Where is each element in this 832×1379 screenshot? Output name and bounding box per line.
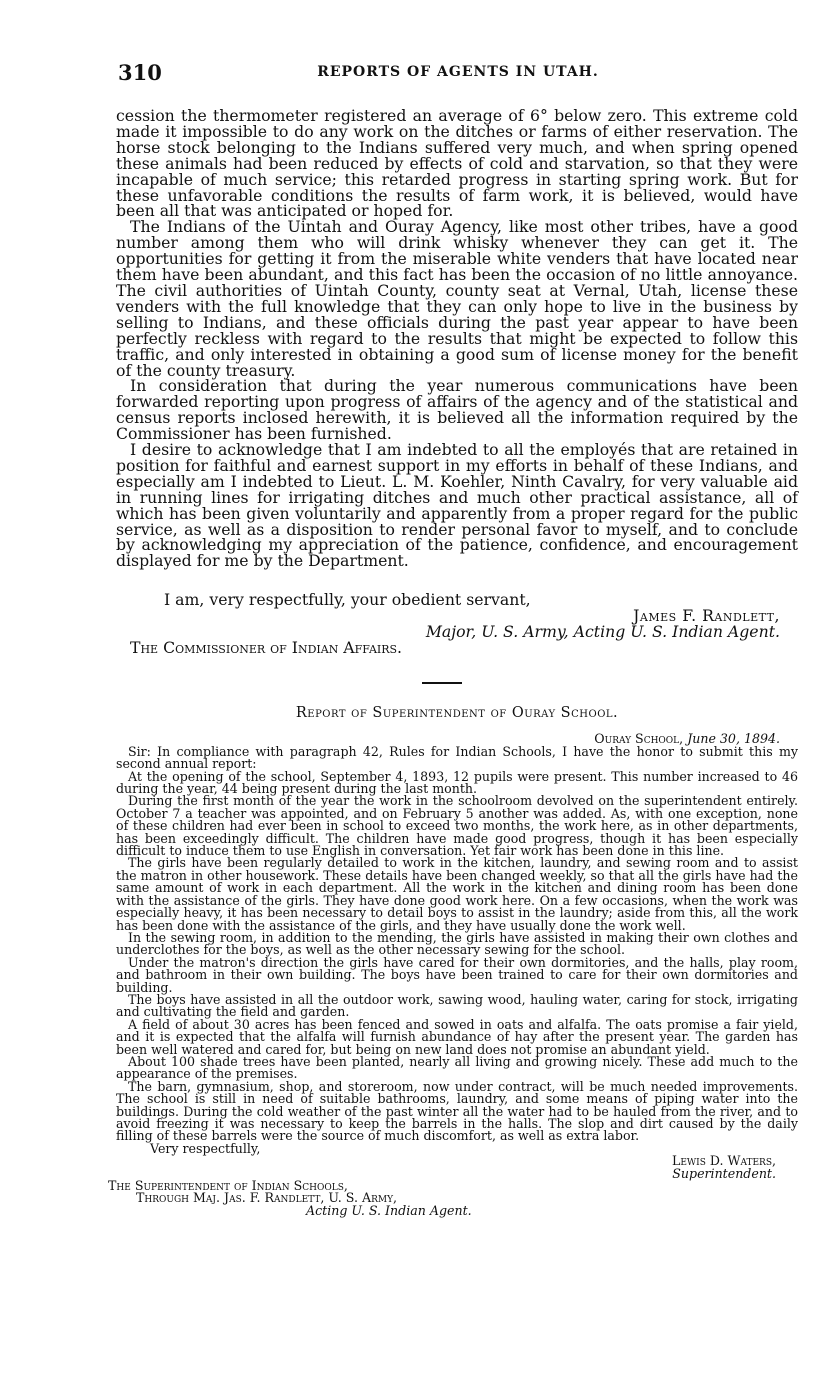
report-paragraph: During the first month of the year the work in the schoolroom devolved on the superintendent entirely. October 7 a teacher was appointed, and on February 5 another was added. As, with one exception, none of these children had ever been in school to exceed two months, the work here, as in other departments, has been exceedingly difficult. The children have made good progress, though it has been especially difficult to induce them to use English in conversation. Yet fair work has been done in this line. xyxy=(116,793,798,859)
body-paragraph: I desire to acknowledge that I am indebted to all the employés that are retained in position for faithful and earnest support in my efforts in behalf of these Indians, and especially am I indebted to Lieut. L. M. Koehler, Ninth Cavalry, for very valuable aid in running lines for irrigating ditches and much other practical assistance, all of which has been given voluntarily and apparently from a proper regard for the public service, as well as a disposition to render personal favor to myself, and to conclude by acknowledging my appreciation of the patience, confidence, and encouragement displayed for me by the Department. xyxy=(116,440,798,571)
body-paragraph: cession the thermometer registered an average of 6° below zero. This extreme cold made it impossible to do any work on the ditches or farms of either reservation. The horse stock belonging to the Indians suffered very much, and when spring opened these animals had been reduced by effects of cold and starvation, so that they were incapable of much service; this retarded progress in starting spring work. But for these unfavorable conditions the results of farm work, it is believed, would have been all that was anticipated or hoped for. xyxy=(116,106,798,221)
addressee-line-1: The Superintendent of Indian Schools, xyxy=(108,1177,348,1193)
report-paragraph: At the opening of the school, September 4, 1893, 12 pupils were present. This number increased to 46 during the year, 44 being present during the last month. xyxy=(116,768,798,797)
report-paragraph: The boys have assisted in all the outdoor work, sawing wood, hauling water, caring for stock, irrigating and cultivating the field and garden. xyxy=(116,991,798,1020)
section-divider xyxy=(422,682,462,684)
signer-name: Lewis D. Waters, xyxy=(671,1153,776,1169)
addressee: The Commissioner of Indian Affairs. xyxy=(130,638,403,657)
running-head: REPORTS OF AGENTS IN UTAH. xyxy=(317,64,599,80)
page-header xyxy=(118,60,798,84)
signer-title: Superintendent. xyxy=(672,1165,776,1181)
dateline-date: June 30, 1894. xyxy=(687,731,780,747)
school-report xyxy=(108,705,798,1218)
report-paragraph: Sir: In compliance with paragraph 42, Rules for Indian Schools, I have the honor to submit this my second annual report: xyxy=(116,743,798,772)
agent-report-body xyxy=(116,108,798,569)
report-paragraph: About 100 shade trees have been planted, nearly all living and growing nicely. These add much to the appearance of the premises. xyxy=(116,1053,798,1082)
report-title: Report of Superintendent of Ouray School. xyxy=(295,705,619,721)
signature-title: Major, U. S. Army, Acting U. S. Indian Agent. xyxy=(425,622,780,641)
report-paragraph: Under the matron's direction the girls have cared for their own dormitories, and the halls, play room, and bathroom in their own building. The boys have been trained to care for their own dormitories and building. xyxy=(116,954,798,995)
report-paragraph: A field of about 30 acres has been fenced and sowed in oats and alfalfa. The oats promise a fair yield, and it is expected that the alfalfa will furnish abundance of hay after the present year. The garden has been well watered and cared for, but being on new land does not promise an abundant yield. xyxy=(116,1016,798,1057)
signature-name: James F. Randlett, xyxy=(633,606,780,625)
page-number: 310 xyxy=(118,60,162,85)
salutation: I am, very respectfully, your obedient servant, xyxy=(164,590,531,609)
report-paragraph: The barn, gymnasium, shop, and storeroom, now under contract, will be much needed improvements. The school is still in need of suitable bathrooms, laundry, and some means of piping water into the buildings. During the cold weather of the past winter all the water had to be hauled from the river, and to avoid freezing it was necessary to keep the barrels in the halls. The slop and dirt caused by the daily filling of these barrels were the source of much discomfort, as well as extra labor. xyxy=(116,1078,798,1144)
dateline-place: Ouray School, xyxy=(594,731,684,747)
report-paragraph: The girls have been regularly detailed to work in the kitchen, laundry, and sewing room and to assist the matron in other housework. These details have been changed weekly, so that all the girls have had the same amount of work in each department. All the work in the kitchen and dining room has been done with the assistance of the girls. They have done good work here. On a few occasions, when the work was especially heavy, it has been necessary to detail boys to assist in the laundry; aside from this, all the work has been done with the assistance of the girls, and they have usually done the work well. xyxy=(116,855,798,933)
addressee-line-3: Acting U. S. Indian Agent. xyxy=(306,1202,472,1218)
body-paragraph: In consideration that during the year numerous communications have been forwarded reporting upon progress of affairs of the agency and of the statistical and census reports inclosed herewith, it is believed all the information required by the Commissioner has been furnished. xyxy=(116,376,798,444)
valediction: Very respectfully, xyxy=(150,1140,261,1156)
report-paragraph: In the sewing room, in addition to the mending, the girls have assisted in making their own clothes and underclothes for the boys, as well as the other necessary sewing for the school. xyxy=(116,929,798,958)
agent-closing xyxy=(116,592,798,656)
addressee-line-2: Through Maj. Jas. F. Randlett, U. S. Army, xyxy=(136,1190,398,1206)
body-paragraph: The Indians of the Uintah and Ouray Agency, like most other tribes, have a good number among them who will drink whisky whenever they can get it. The opportunities for getting it from the miserable white venders that have located near them have been abundant, and this fact has been the occasion of no little annoyance. The civil authorities of Uintah County, county seat at Vernal, Utah, license these venders with the full knowledge that they can only hope to live in the business by selling to Indians, and these officials during the past year appear to have been perfectly reckless with regard to the results that might be expected to follow this traffic, and only interested in obtaining a good sum of license money for the benefit of the county treasury. xyxy=(116,217,798,380)
